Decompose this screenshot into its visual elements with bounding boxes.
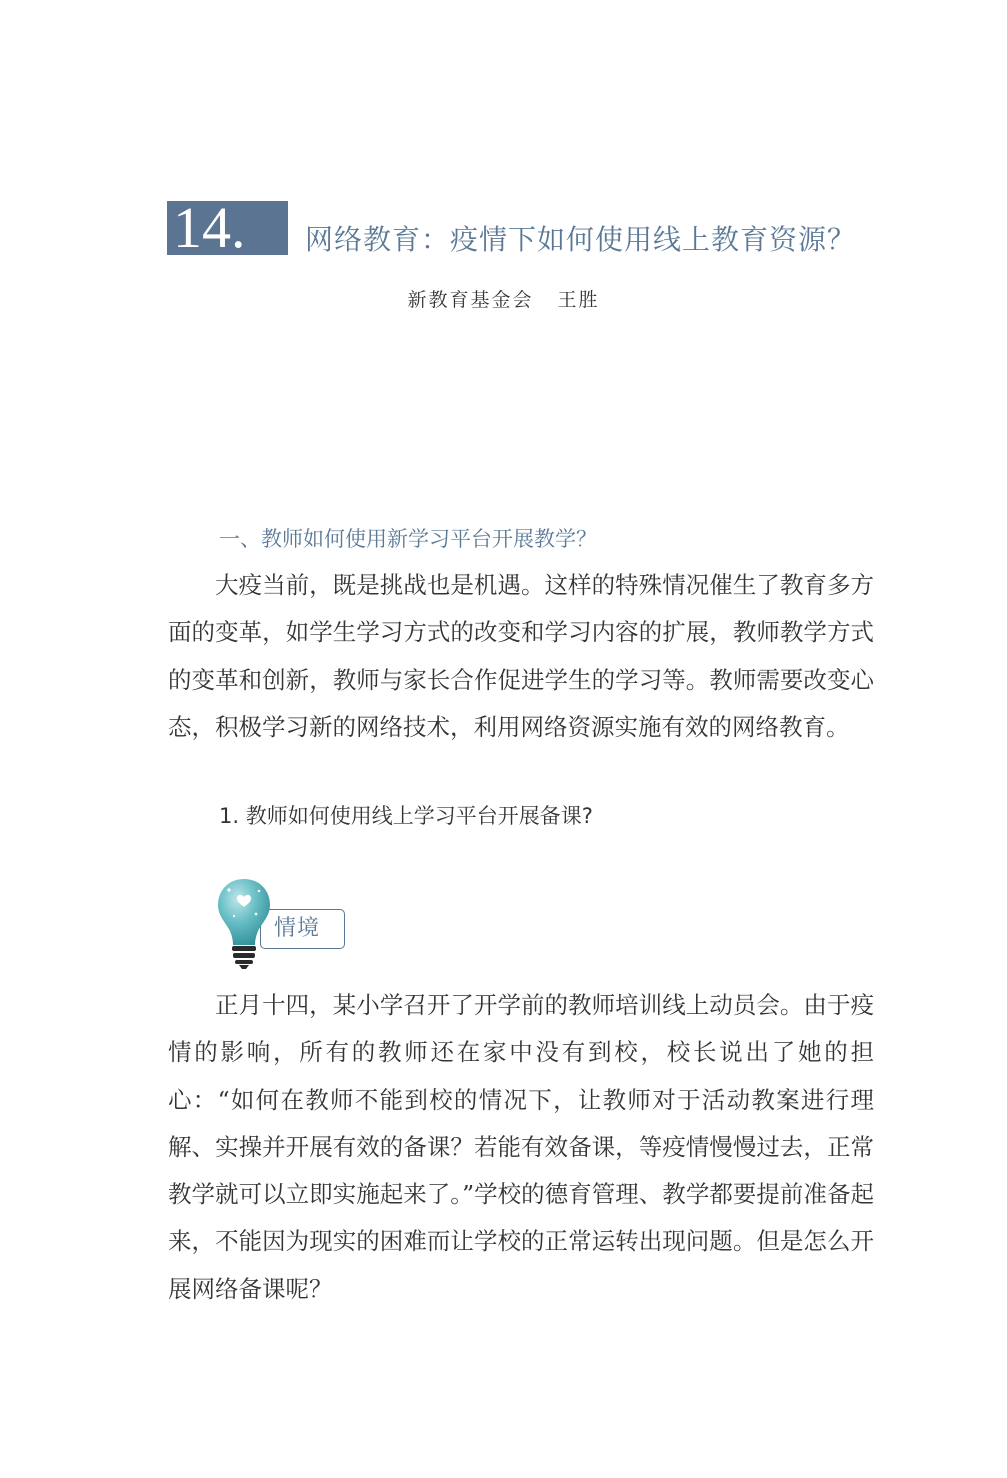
byline: [0, 286, 1007, 314]
body-paragraph-1: 大疫当前，既是挑战也是机遇。这样的特殊情况催生了教育多方面的变革，如学生学习方式的改变和学习内容的扩展，教师教学方式的变革和创新，教师与家长合作促进学生的学习等。教师需要改变心态，积极学习新的网络技术，利用网络资源实施有效的网络教育。: [168, 571, 874, 741]
scenario-callout: [213, 876, 353, 971]
lightbulb-heart-icon: [213, 876, 275, 971]
subheading-lesson-prep: 1. 教师如何使用线上学习平台开展备课?: [219, 804, 593, 828]
section-heading: 一、教师如何使用新学习平台开展教学？: [219, 527, 597, 551]
byline-organization: 新教育基金会: [407, 289, 534, 311]
scenario-label: 情境: [274, 916, 321, 941]
byline-author: 王胜: [557, 289, 600, 311]
chapter-number: 14.: [167, 201, 288, 255]
chapter-title: 网络教育：疫情下如何使用线上教育资源？: [305, 223, 857, 256]
body-paragraph-2: 正月十四，某小学召开了开学前的教师培训线上动员会。由于疫情的影响，所有的教师还在家中没有到校，校长说出了她的担心：“如何在教师不能到校的情况下，让教师对于活动教案进行理解、实操并开展有效的备课？若能有效备课，等疫情慢慢过去，正常教学就可以立即实施起来了。”学校的德育管理、教学都要提前准备起来，不能因为现实的困难而让学校的正常运转出现问题。但是怎么开展网络备课呢？: [168, 991, 874, 1303]
